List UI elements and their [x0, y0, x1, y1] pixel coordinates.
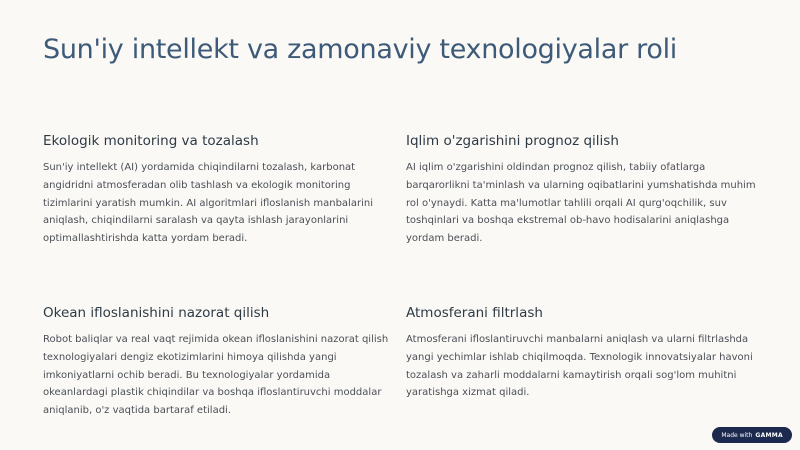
card-heading: Ekologik monitoring va tozalash — [43, 133, 259, 149]
slide-title: Sun'iy intellekt va zamonaviy texnologiyalar roli — [43, 34, 677, 65]
card-ecological-monitoring — [43, 132, 395, 248]
card-climate-forecast — [406, 132, 762, 248]
card-heading: Iqlim o'zgarishini prognoz qilish — [406, 133, 619, 149]
card-text: Atmosferani ifloslantiruvchi manbalarni aniqlash va ularni filtrlashda yangi yechimlar ishlab chiqilmoqda. Texnologik innovatsiyalar havoni tozalash va zaharli moddalarni kamaytirish orqali sog'lom muhitni yaratishga xizmat qiladi. — [406, 334, 753, 399]
card-text: Sun'iy intellekt (AI) yordamida chiqindilarni tozalash, karbonat angidridni atmosferadan olib tashlash va ekologik monitoring tizimlarini yaratish mumkin. AI algoritmlari ifloslanish manbalarini aniqlash, chiqindilarni saralash va qayta ishlash jarayonlarini optimallashtirishda katta yordam beradi. — [43, 162, 373, 245]
card-ocean-pollution — [43, 304, 395, 420]
made-with-gamma-badge[interactable] — [712, 427, 792, 443]
card-text: AI iqlim o'zgarishini oldindan prognoz qilish, tabiiy ofatlarga barqarorlikni ta'minlash va ularning oqibatlarini yumshatishda muhim rol o'ynaydi. Katta ma'lumotlar tahlili orqali AI qurg'oqchilik, suv toshqinlari va boshqa ekstremal ob-havo hodisalarini aniqlashga yordam beradi. — [406, 162, 756, 245]
card-atmosphere-filtering — [406, 304, 762, 402]
card-heading: Atmosferani filtrlash — [406, 305, 543, 321]
badge-made-with-label: Made with — [721, 431, 753, 439]
card-heading: Okean ifloslanishini nazorat qilish — [43, 305, 270, 321]
card-text: Robot baliqlar va real vaqt rejimida okean ifloslanishini nazorat qilish texnologiyalari dengiz ekotizimlarini himoya qilishda yangi imkoniyatlarni ochib beradi. Bu texnologiyalar yordamida okeanlardagi plastik chiqindilar va boshqa ifloslantiruvchi moddalar aniqlanib, o'z vaqtida bartaraf etiladi. — [43, 334, 389, 417]
gamma-logo-text: GAMMA — [755, 431, 783, 439]
